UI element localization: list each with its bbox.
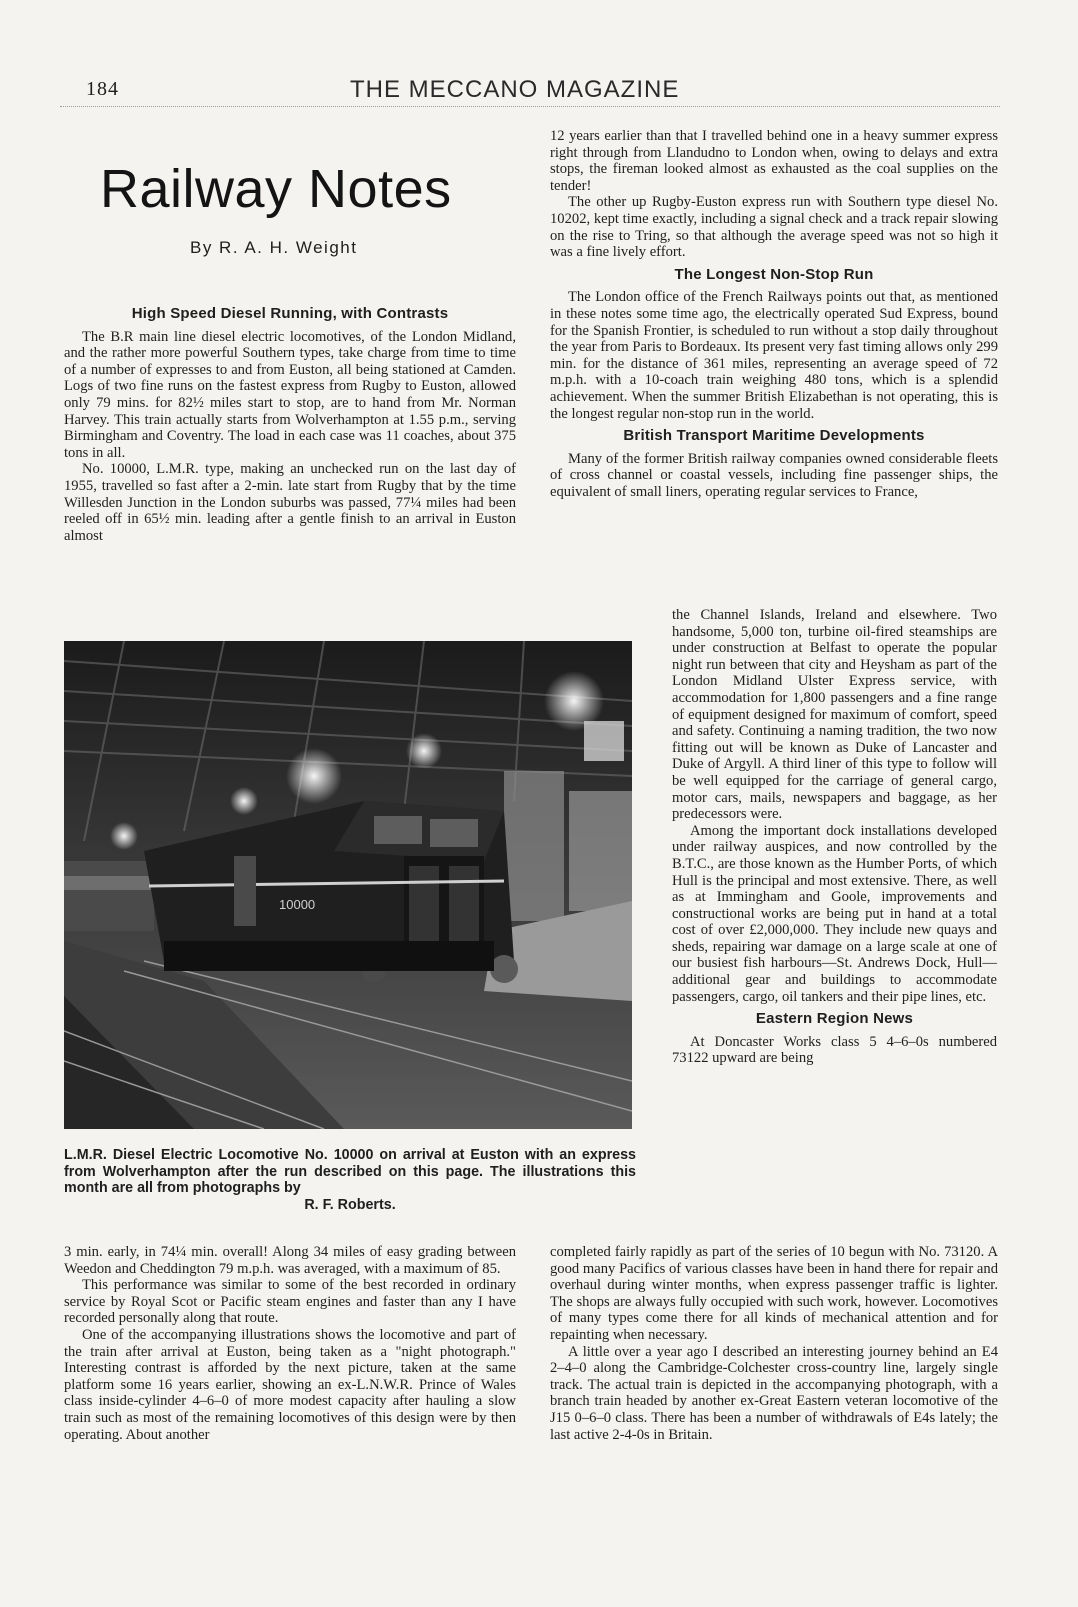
paragraph: This performance was similar to some of the best recorded in ordinary service by Royal Scot or Pacific steam engines and faster than any I have recorded personally along that route.: [64, 1277, 516, 1327]
locomotive-photo: [64, 641, 632, 1129]
section-heading: British Transport Maritime Developments: [623, 427, 925, 445]
paragraph: A little over a year ago I described an interesting journey behind an E4 2–4–0 along the Cambridge-Colchester cross-country line, largely single track. The actual train is depicted in the accompanying photograph, with a branch train headed by another ex-Great Eastern veteran locomotive of the J15 0–6–0 class. There has been a number of withdrawals of E4s lately; the last active 2-4-0s in Britain.: [550, 1343, 998, 1443]
caption-credit: R. F. Roberts.: [304, 1196, 396, 1213]
caption-text: L.M.R. Diesel Electric Locomotive No. 10000 on arrival at Euston with an express from Wolverhampton after the run described on this page. The illustrations this month are all from photographs by: [64, 1147, 636, 1196]
paragraph: the Channel Islands, Ireland and elsewhere. Two handsome, 5,000 ton, turbine oil-fired steamships are under construction at Belfast to operate the popular night run between that city and Heysham as part of the London Midland Ulster Express service, with accommodation for 1,800 passengers and a fine range of equipment designed for maximum of comfort, speed and safety. Continuing a naming tradition, the two now fitting out will be known as Duke of Lancaster and Duke of Argyll. A third liner of this type to follow will be well equipped for the carriage of general cargo, motor cars, mails, newspapers and baggage, as her predecessors were.: [672, 607, 997, 823]
locomotive-illustration: [64, 641, 632, 1129]
paragraph: The London office of the French Railways points out that, as mentioned in these notes some time ago, the electrically operated Sud Express, bound for the Spanish Frontier, is scheduled to run without a stop daily throughout the year from Paris to Bordeaux. Its present very fast timing allows only 299 min. for the distance of 361 miles, representing an average speed of 72 m.p.h. with a 10-coach train weighing 480 tons, which is a splendid achievement. When the summer British Elizabethan is not operating, this is the longest regular non-stop run in the world.: [550, 289, 998, 422]
paragraph: The B.R main line diesel electric locomotives, of the London Midland, and the rather more powerful Southern types, take charge from time to time of a number of expresses to and from Euston, all being stationed at Camden. Logs of two fine runs on the fastest express from Rugby to Euston, allowed only 79 mins. for 82½ miles start to stop, are to hand from Mr. Norman Harvey. This train actually starts from Wolverhampton at 1.55 p.m., serving Birmingham and Coventry. The load in each case was 11 coaches, about 375 tons in all.: [64, 328, 516, 461]
right-column-top: [550, 128, 998, 500]
article-byline: By R. A. H. Weight: [190, 238, 358, 257]
paragraph: 3 min. early, in 74¼ min. overall! Along 34 miles of easy grading between Weedon and Cheddington 79 m.p.h. was averaged, with a maximum of 85.: [64, 1244, 516, 1277]
right-column-narrow: [672, 607, 997, 1067]
page-number: 184: [86, 78, 119, 100]
paragraph: Among the important dock installations developed under railway auspices, and now controlled by the B.T.C., are those known as the Humber Ports, of which Hull is the principal and most extensive. There, as well as at Immingham and Goole, improvements and constructional works are being put in hand at a total cost of over £2,000,000. They include new quays and sheds, repairing war damage on a large scale at one of our busiest fish harbours—St. Andrews Dock, Hull—additional gear and buildings to accommodate passengers, cargo, oil tankers and their pipe lines, etc.: [672, 822, 997, 1005]
locomotive-number-plate: 10000: [279, 897, 316, 912]
right-column-bottom: [550, 1244, 998, 1443]
section-heading: High Speed Diesel Running, with Contrasts: [131, 305, 449, 322]
photo-caption: [64, 1147, 636, 1213]
section-heading: The Longest Non-Stop Run: [674, 265, 874, 283]
magazine-title: THE MECCANO MAGAZINE: [350, 76, 680, 103]
left-column-bottom: [64, 1244, 516, 1443]
paragraph: 12 years earlier than that I travelled behind one in a heavy summer express right through from Llandudno to London when, owing to delays and extra stops, the fireman looked almost as exhausted as the coal supplies on the tender!: [550, 128, 998, 194]
paragraph: completed fairly rapidly as part of the series of 10 begun with No. 73120. A good many Pacifics of various classes have been in hand there for repair and overhaul during winter months, when express passenger traffic is lighter. The shops are always fully occupied with such work, however. Locomotives of many types come there for all kinds of mechanical attention and for repainting when necessary.: [550, 1244, 998, 1343]
paragraph: One of the accompanying illustrations shows the locomotive and part of the train after arrival at Euston, being taken as a "night photograph." Interesting contrast is afforded by the next picture, taken at the same platform some 16 years earlier, showing an ex-L.N.W.R. Prince of Wales class inside-cylinder 4–6–0 of more modest capacity after hauling a slow train such as most of the remaining locomotives of this design were by then operating. About another: [64, 1326, 516, 1443]
paragraph: No. 10000, L.M.R. type, making an unchecked run on the last day of 1955, travelled so fast after a 2-min. late start from Rugby that by the time Willesden Junction in the London suburbs was passed, 77¼ miles had been reeled off in 65½ min. leading after a gentle finish to an arrival in Euston almost: [64, 461, 516, 544]
article-title: Railway Notes: [100, 159, 452, 219]
left-column-top: [64, 300, 516, 544]
paragraph: At Doncaster Works class 5 4–6–0s numbered 73122 upward are being: [672, 1033, 997, 1067]
paragraph: The other up Rugby-Euston express run with Southern type diesel No. 10202, kept time exactly, including a signal check and a track repair slowing on the rise to Tring, so that although the average speed was not so high it was a fine lively effort.: [550, 194, 998, 261]
paragraph: Many of the former British railway companies owned considerable fleets of cross channel or coastal vessels, including fine passenger ships, the equivalent of small liners, operating regular services to France,: [550, 450, 998, 500]
page-header: [60, 76, 1000, 107]
section-heading: Eastern Region News: [755, 1010, 914, 1028]
